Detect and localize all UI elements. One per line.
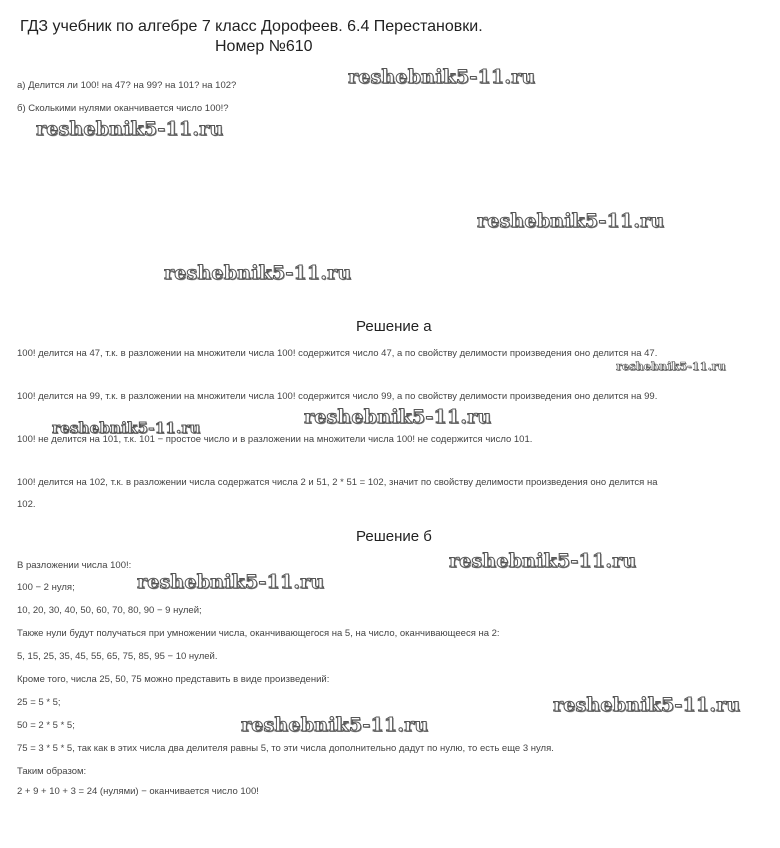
- solution-a-paragraph: 100! делится на 99, т.к. в разложении на множители числа 100! содержится число 99, а по свойству делимости произведения оно делится на 99.: [17, 391, 658, 402]
- solution-b-line: 75 = 3 * 5 * 5, так как в этих числа два делителя равны 5, то эти числа дополнительно дадут по нулю, то есть еще 3 нуля.: [17, 743, 554, 754]
- solution-b-line: Также нули будут получаться при умножении числа, оканчивающегося на 5, на число, оканчивающееся на 2:: [17, 628, 500, 639]
- solution-b-line: В разложении числа 100!:: [17, 560, 132, 571]
- task-a: а) Делится ли 100! на 47? на 99? на 101? на 102?: [17, 80, 237, 91]
- solution-b-line: 100 − 2 нуля;: [17, 582, 75, 593]
- watermark: reshebnik5-11.ru: [348, 66, 536, 88]
- task-b: б) Сколькими нулями оканчивается число 100!?: [17, 103, 229, 114]
- solution-b-line: 2 + 9 + 10 + 3 = 24 (нулями) − оканчивается число 100!: [17, 786, 259, 797]
- solution-a-paragraph: 102.: [17, 499, 36, 510]
- solution-b-line: 10, 20, 30, 40, 50, 60, 70, 80, 90 − 9 нулей;: [17, 605, 202, 616]
- watermark: reshebnik5-11.ru: [164, 262, 352, 284]
- watermark: reshebnik5-11.ru: [449, 550, 637, 572]
- watermark: reshebnik5-11.ru: [553, 694, 741, 716]
- solution-a-paragraph: 100! делится на 102, т.к. в разложении числа содержатся числа 2 и 51, 2 * 51 = 102, значит по свойству делимости произведения оно делится на: [17, 477, 658, 488]
- watermark: reshebnik5-11.ru: [304, 406, 492, 428]
- watermark: reshebnik5-11.ru: [137, 571, 325, 593]
- page-title-line1: ГДЗ учебник по алгебре 7 класс Дорофеев. 6.4 Перестановки.: [20, 18, 483, 35]
- watermark: reshebnik5-11.ru: [36, 118, 224, 140]
- solution-a-paragraph: 100! не делится на 101, т.к. 101 − простое число и в разложении на множители числа 100! не содержится число 101.: [17, 434, 533, 445]
- watermark: reshebnik5-11.ru: [241, 714, 429, 736]
- watermark: reshebnik5-11.ru: [616, 360, 726, 373]
- watermark: reshebnik5-11.ru: [477, 210, 665, 232]
- solution-a-paragraph: 100! делится на 47, т.к. в разложении на множители числа 100! содержится число 47, а по свойству делимости произведения оно делится на 47.: [17, 348, 658, 359]
- watermark: reshebnik5-11.ru: [52, 419, 201, 437]
- solution-b-line: 25 = 5 * 5;: [17, 697, 61, 708]
- solution-a-heading: Решение а: [356, 318, 432, 335]
- solution-b-heading: Решение б: [356, 528, 432, 545]
- solution-b-line: Таким образом:: [17, 766, 87, 777]
- page-title-line2: Номер №610: [215, 38, 313, 55]
- solution-b-line: 5, 15, 25, 35, 45, 55, 65, 75, 85, 95 − 10 нулей.: [17, 651, 218, 662]
- solution-b-line: 50 = 2 * 5 * 5;: [17, 720, 75, 731]
- solution-b-line: Кроме того, числа 25, 50, 75 можно представить в виде произведений:: [17, 674, 330, 685]
